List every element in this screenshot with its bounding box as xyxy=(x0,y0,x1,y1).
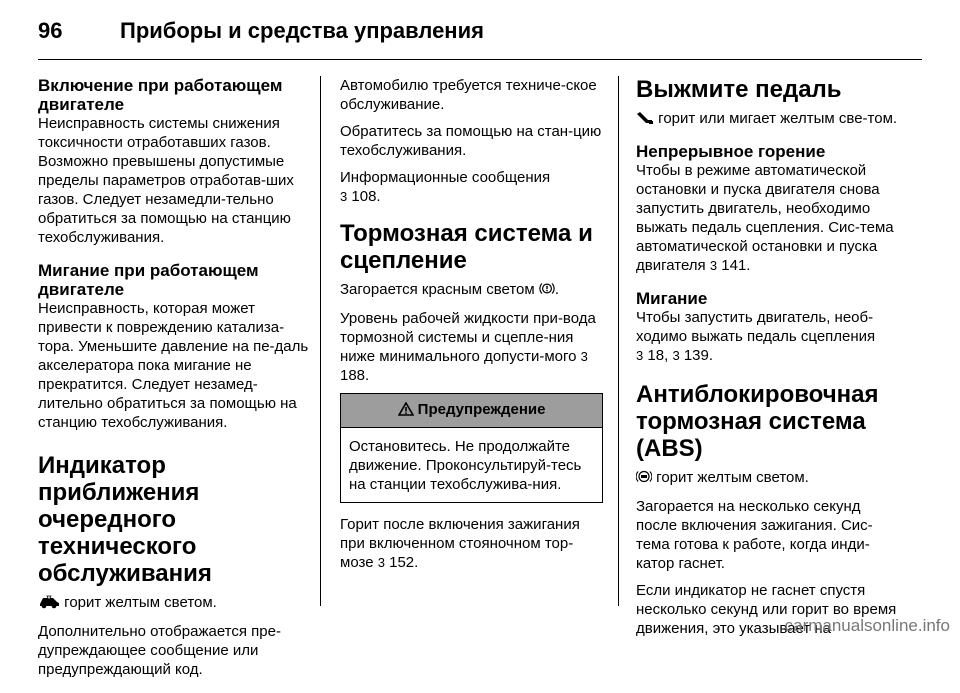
car-service-icon xyxy=(38,595,60,614)
paragraph: Если индикатор не гаснет спустя несколько секунд или горит во время движения, это указывает на xyxy=(636,582,897,637)
column-divider xyxy=(320,76,321,606)
page-ref: 108. xyxy=(351,188,381,205)
paragraph xyxy=(340,309,603,385)
page-header xyxy=(38,14,484,48)
section-title: Выжмите педаль xyxy=(636,76,842,103)
section-service-indicator xyxy=(38,452,310,679)
warning-title: Предупреждение xyxy=(417,401,546,418)
paragraph xyxy=(340,168,603,206)
page-ref-arrow-icon: 3 xyxy=(340,189,348,204)
paragraph-text: Уровень рабочей жидкости при-вода тормозной системы и сцепле-ния ниже минимального допусти-мого xyxy=(340,310,596,365)
column-2 xyxy=(340,76,603,580)
section-title: Включение при работающем двигателе xyxy=(38,76,283,114)
lamp-text: Загорается красным светом xyxy=(340,281,535,298)
page-ref: 139. xyxy=(683,347,714,364)
paragraph xyxy=(340,515,603,572)
brake-warning-icon xyxy=(539,281,555,301)
page-ref: 188. xyxy=(340,367,370,384)
column-divider xyxy=(618,76,619,606)
paragraph-text: Информационные сообщения xyxy=(340,169,551,186)
section-title: Индикатор приближения очередного технического обслуживания xyxy=(38,452,212,587)
section-engine-running xyxy=(38,76,310,247)
paragraph-text: Чтобы запустить двигатель, необ-ходимо выжать педаль сцепления xyxy=(636,309,876,345)
page-ref: 18, xyxy=(647,347,669,364)
page-number: 96 xyxy=(38,18,63,43)
section-text: Дополнительно отображается пре-дупреждающее сообщение или предупреждающий код. xyxy=(38,623,281,678)
lamp-line xyxy=(38,593,310,614)
page-ref-arrow-icon: 3 xyxy=(377,555,385,570)
section-title: Непрерывное горение xyxy=(636,142,826,161)
warning-header xyxy=(341,394,602,428)
section-text: Неисправность системы снижения токсичности отработавших газов. Возможно превышены допустимые пределы параметров отработав-ших газов. Следует незамедли-тельно обратиться за помощью на станцию техобслуживания. xyxy=(38,115,294,246)
paragraph: Загорается на несколько секунд после включения зажигания. Сис-тема готова к работе, когда инди-катор гаснет. xyxy=(636,498,873,572)
section-title: Мигание xyxy=(636,289,708,308)
paragraph-text: Чтобы в режиме автоматической остановки и пуска двигателя снова запустить двигатель, необходимо выжать педаль сцепления. Сис-тема автоматической остановки и пуска двигателя xyxy=(636,162,894,274)
section-text xyxy=(636,161,904,275)
page-title: Приборы и средства управления xyxy=(120,18,484,43)
section-text xyxy=(636,308,904,365)
section-blinking xyxy=(38,261,310,432)
page-ref-arrow-icon: 3 xyxy=(580,349,588,364)
page-ref-arrow-icon: 3 xyxy=(709,258,718,273)
paragraph: Обратитесь за помощью на стан-цию техобслуживания. xyxy=(340,123,602,159)
header-rule xyxy=(38,59,922,60)
page-ref-arrow-icon: 3 xyxy=(672,348,680,363)
lamp-line xyxy=(636,468,904,489)
warning-triangle-icon xyxy=(398,402,414,421)
clutch-pedal-icon xyxy=(636,111,654,130)
page-ref-arrow-icon: 3 xyxy=(636,348,644,363)
lamp-text: горит желтым светом. xyxy=(656,469,809,486)
column-1 xyxy=(38,76,310,693)
page-ref: 152. xyxy=(389,554,419,571)
abs-icon xyxy=(636,469,652,489)
section-blinking xyxy=(636,289,904,365)
section-title: Мигание при работающем двигателе xyxy=(38,261,259,299)
lamp-text: горит или мигает желтым све-том. xyxy=(658,110,898,127)
column-3 xyxy=(636,76,904,646)
page-ref: 141. xyxy=(721,257,751,274)
section-text: Неисправность, которая может привести к повреждению катализа-тора. Уменьшите давление на пе-даль акселератора пока мигание не прекратится. Следует незамед-лительно обратиться за помощью на станцию техобслуживания. xyxy=(38,300,309,431)
warning-text: Остановитесь. Не продолжайте движение. Проконсультируй-тесь на станции техобслужива-ния. xyxy=(349,438,582,493)
lamp-text: горит желтым светом. xyxy=(64,594,217,611)
section-continuous xyxy=(636,142,904,275)
paragraph: Автомобилю требуется техниче-ское обслуживание. xyxy=(340,77,597,113)
lamp-line xyxy=(636,109,904,130)
watermark: carmanualsonline.info xyxy=(784,616,950,635)
section-title: Тормозная система и сцепление xyxy=(340,220,593,274)
lamp-line: Загорается красным светом . xyxy=(340,280,603,301)
section-title: Антиблокировочная тормозная система (ABS) xyxy=(636,381,879,462)
warning-box xyxy=(340,393,603,503)
paragraph-text: Горит после включения зажигания при включенном стояночном тор-мозе xyxy=(340,516,580,571)
